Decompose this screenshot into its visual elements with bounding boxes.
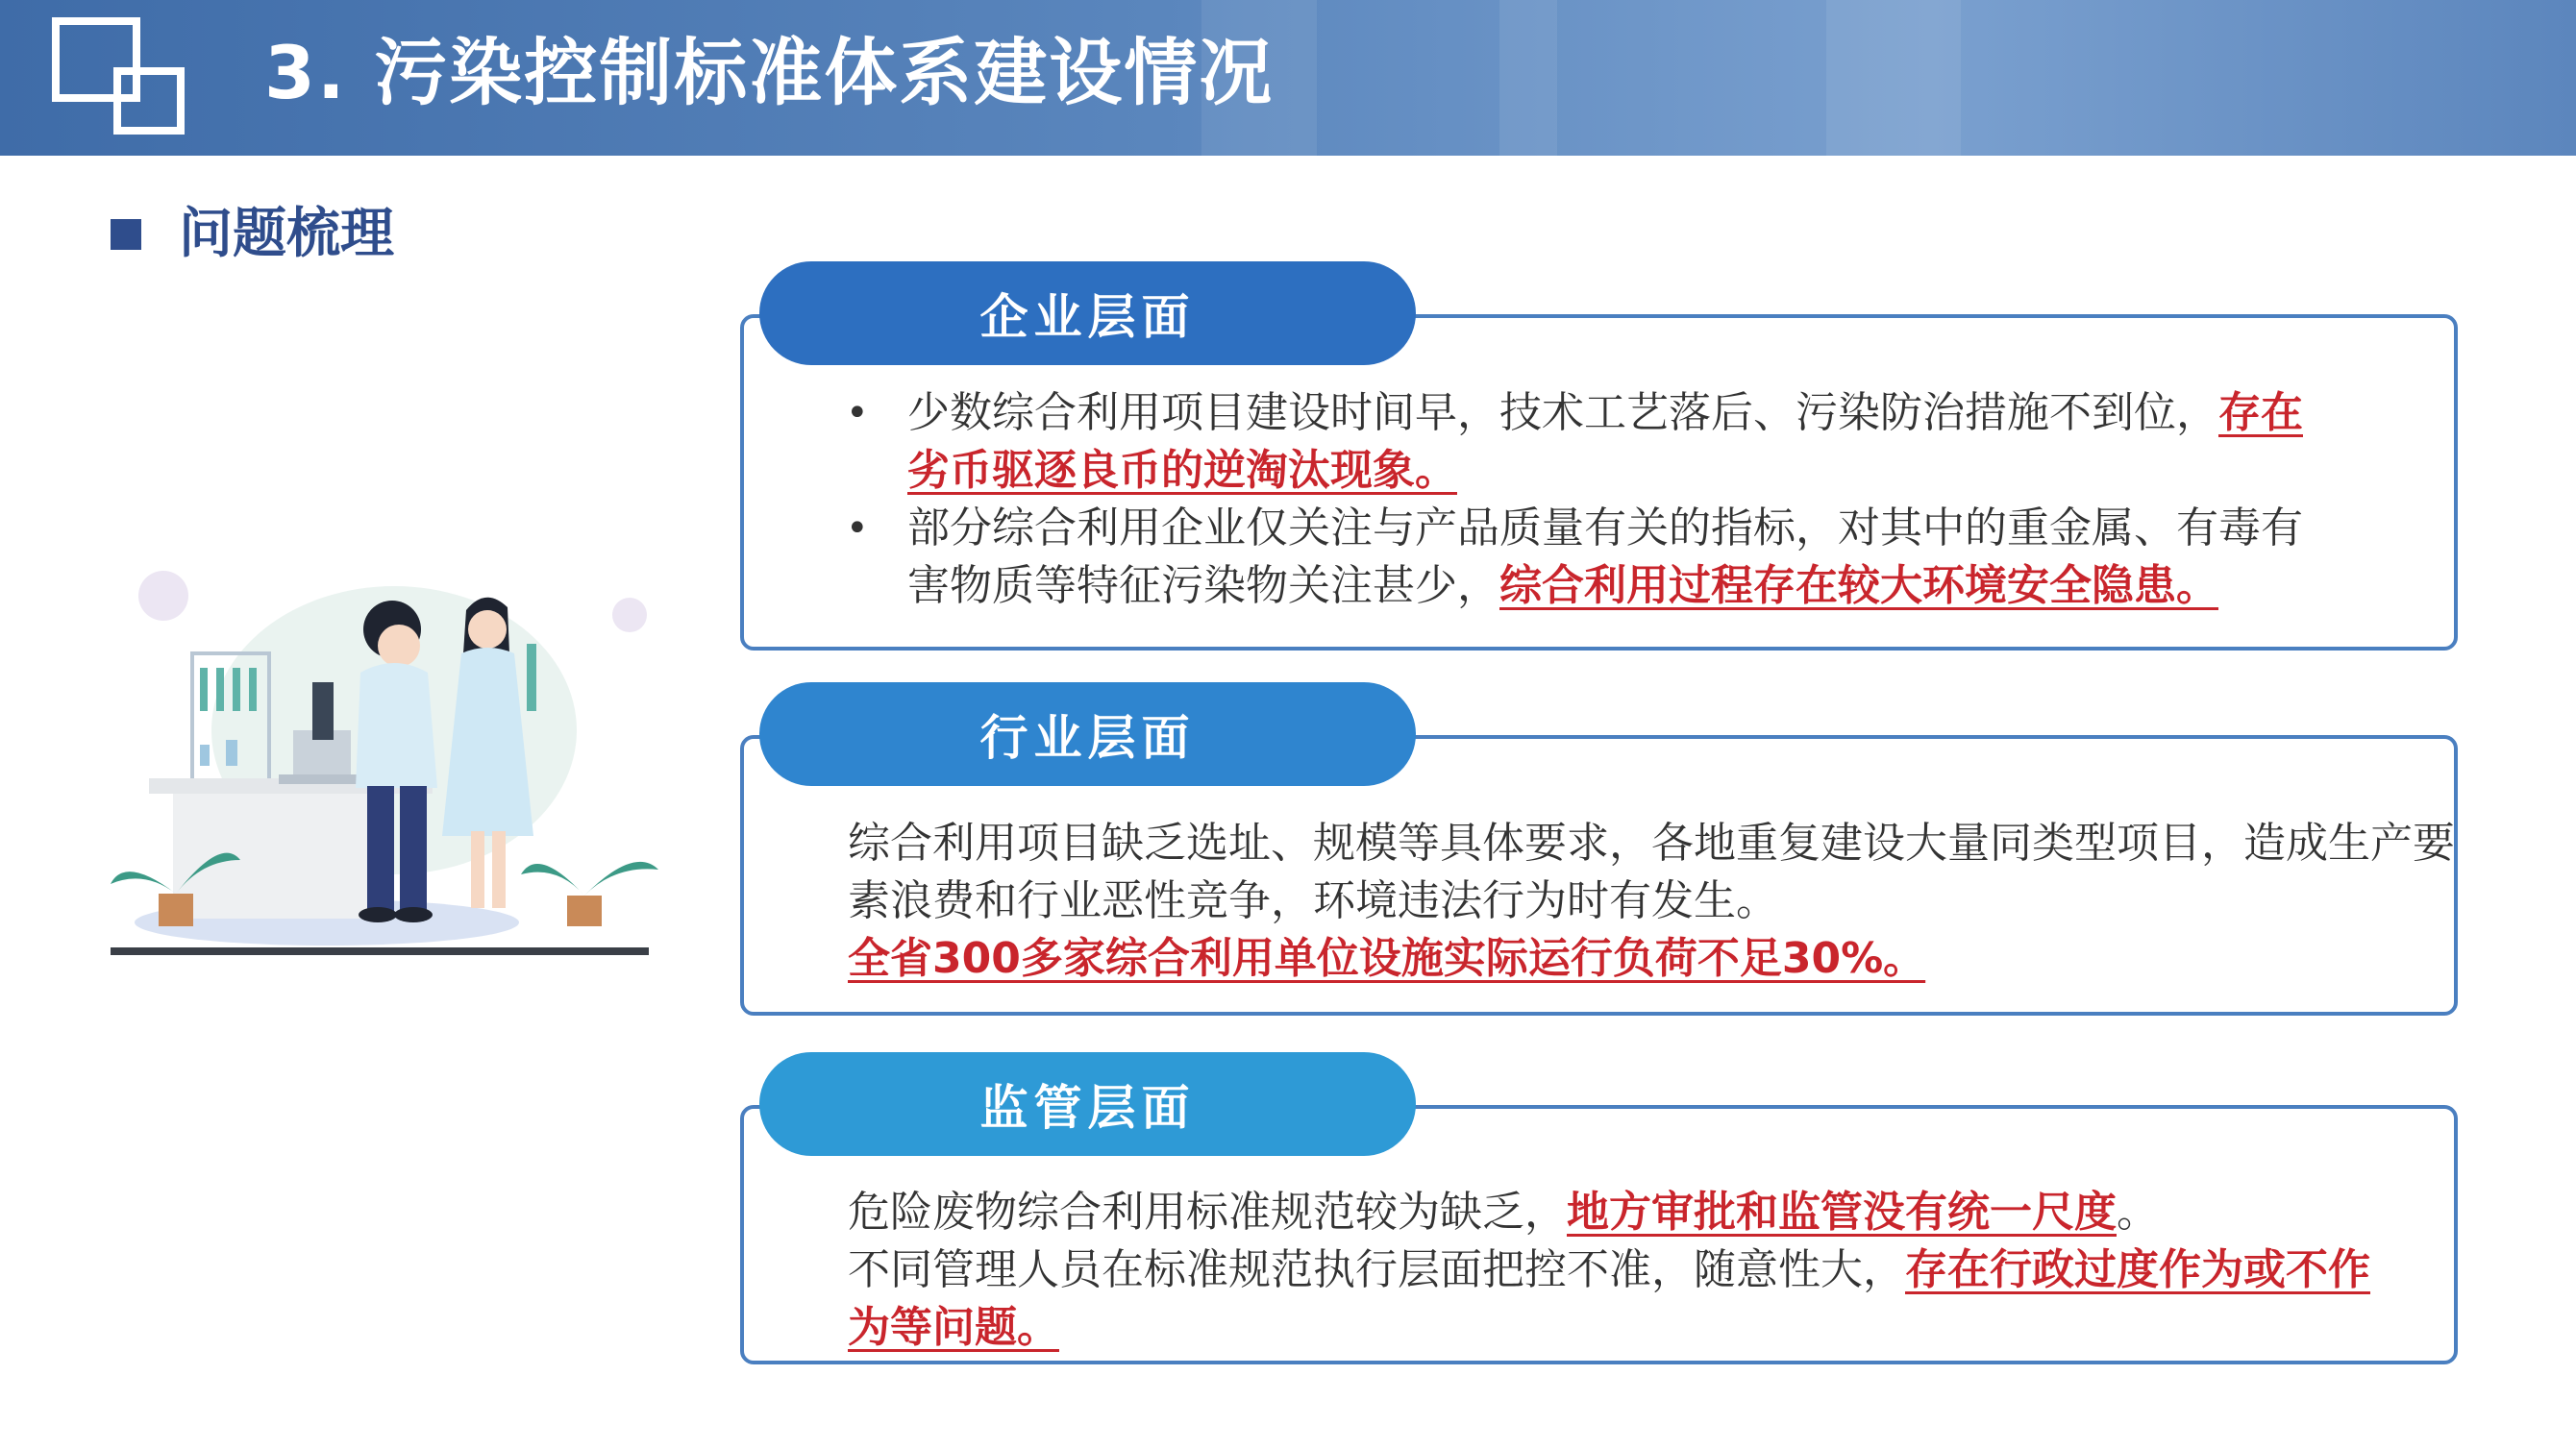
- enterprise-line-4-text: 害物质等特征污染物关注甚少，: [907, 561, 1499, 610]
- tab-industry-level: 行业层面: [759, 682, 1416, 786]
- tab-regulation-level: 监管层面: [759, 1052, 1416, 1156]
- enterprise-line-1: [907, 384, 2303, 442]
- industry-line-2-text: 素浪费和行业恶性竞争，环境违法行为时有发生。: [848, 876, 1778, 925]
- banner-decoration: [1499, 0, 1557, 156]
- tab-enterprise-level: 企业层面: [759, 261, 1416, 365]
- overlapping-squares-icon: [52, 17, 186, 136]
- industry-line-1-text: 综合利用项目缺乏选址、规模等具体要求，各地重复建设大量同类型项目，造成生产要: [848, 819, 2455, 868]
- regulation-line-2-highlight: 存在行政过度作为或不作: [1905, 1245, 2370, 1294]
- regulation-line-1: [848, 1184, 2159, 1241]
- enterprise-line-3-text: 部分综合利用企业仅关注与产品质量有关的指标，对其中的重金属、有毒有: [907, 503, 2303, 553]
- section-bullet-square: [111, 219, 141, 250]
- enterprise-line-1-highlight: 存在: [2218, 388, 2303, 437]
- regulation-line-3-highlight: 为等问题。: [848, 1303, 1059, 1352]
- industry-line-2: [848, 872, 1778, 930]
- regulation-line-1-highlight: 地方审批和监管没有统一尺度: [1567, 1188, 2117, 1237]
- regulation-line-1-text: 危险废物综合利用标准规范较为缺乏，: [848, 1188, 1567, 1237]
- enterprise-line-2: [907, 442, 1457, 500]
- bullet-dot: •: [846, 506, 869, 551]
- header-banner: [0, 0, 2576, 156]
- regulation-line-2: [848, 1241, 2370, 1299]
- banner-decoration: [1826, 0, 1961, 156]
- industry-line-1: [848, 815, 2455, 872]
- page-title: 3. 污染控制标准体系建设情况: [264, 30, 1275, 115]
- section-title: 问题梳理: [179, 203, 394, 265]
- enterprise-line-1-text: 少数综合利用项目建设时间早，技术工艺落后、污染防治措施不到位，: [907, 388, 2218, 437]
- bullet-dot: •: [846, 391, 869, 435]
- enterprise-line-4-highlight: 综合利用过程存在较大环境安全隐患。: [1499, 561, 2218, 610]
- lab-scientists-illustration: [106, 538, 682, 980]
- industry-line-3-highlight: 全省300多家综合利用单位设施实际运行负荷不足30%。: [848, 934, 1926, 983]
- regulation-line-3: [848, 1299, 1059, 1357]
- enterprise-line-3: [907, 500, 2303, 557]
- enterprise-line-4: [907, 557, 2218, 615]
- regulation-line-1-tail: 。: [2117, 1188, 2159, 1237]
- regulation-line-2-text: 不同管理人员在标准规范执行层面把控不准，随意性大，: [848, 1245, 1905, 1294]
- enterprise-line-2-highlight: 劣币驱逐良币的逆淘汰现象。: [907, 446, 1457, 495]
- industry-line-3: [848, 930, 1925, 988]
